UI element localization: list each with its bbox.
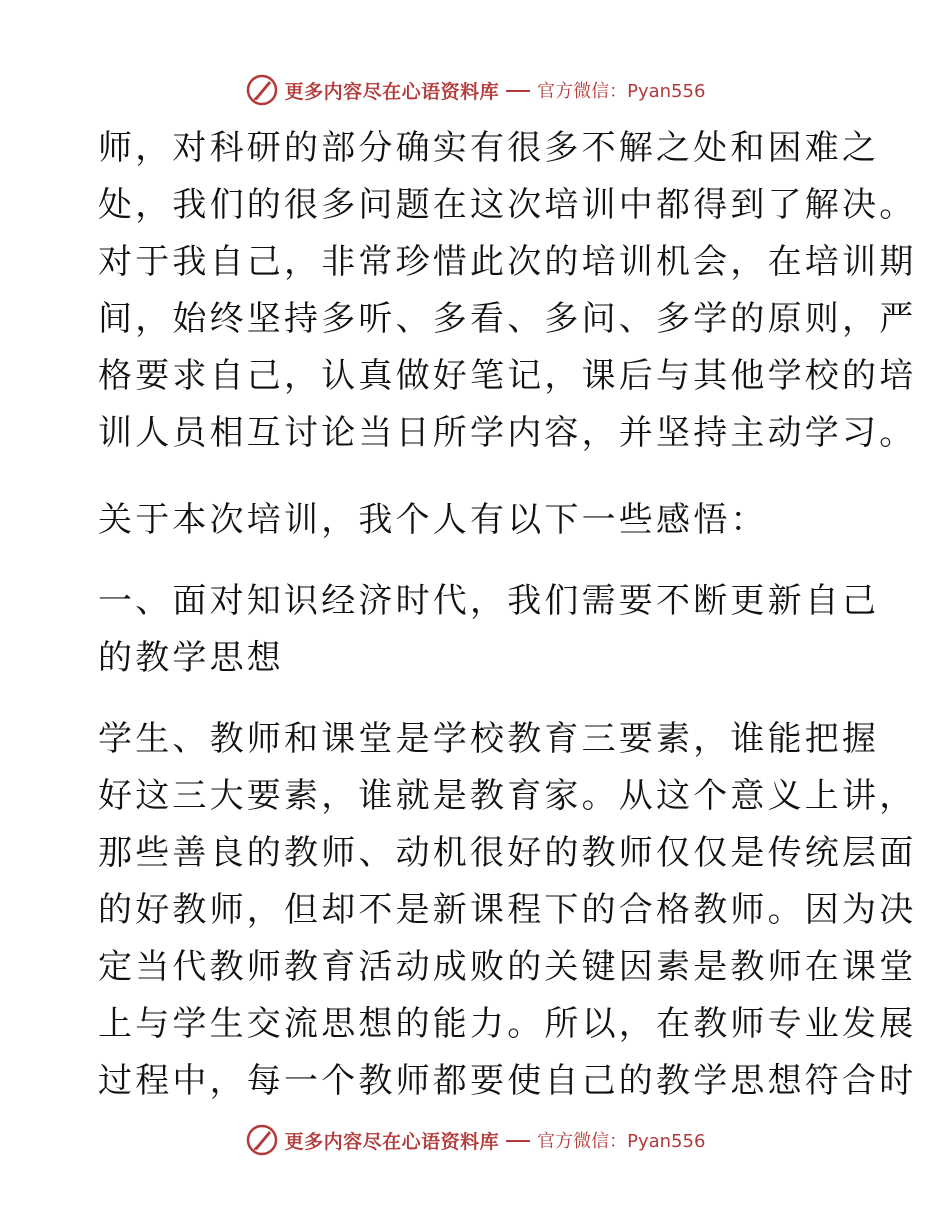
paragraph-1 <box>98 120 917 462</box>
paragraph-gap <box>98 549 858 573</box>
paragraph-gap <box>98 462 858 492</box>
banner-wechat: 官方微信：Pyan556 <box>537 81 706 102</box>
paragraph-2 <box>98 492 858 549</box>
document-body <box>98 120 917 1110</box>
text-line: 师，对科研的部分确实有很多不解之处和困难之 <box>98 128 880 168</box>
quill-logo-icon <box>245 73 279 107</box>
banner-dash <box>506 1140 530 1142</box>
section-heading <box>98 573 880 687</box>
text-line: 格要求自己，认真做好笔记，课后与其他学校的培 <box>98 356 917 396</box>
text-line: 的好教师，但却不是新课程下的合格教师。因为决 <box>98 890 917 930</box>
text-line: 关于本次培训，我个人有以下一些感悟： <box>98 500 768 540</box>
banner-text: 更多内容尽在心语资料库 <box>284 1130 500 1153</box>
banner-dash <box>506 90 530 92</box>
text-line: 定当代教师教育活动成败的关键因素是教师在课堂 <box>98 947 917 987</box>
text-line: 的教学思想 <box>98 638 284 678</box>
banner-text: 更多内容尽在心语资料库 <box>284 80 500 103</box>
text-line: 上与学生交流思想的能力。所以，在教师专业发展 <box>98 1004 917 1044</box>
paragraph-gap <box>98 687 858 711</box>
text-line: 过程中，每一个教师都要使自己的教学思想符合时 <box>98 1061 917 1101</box>
text-line: 一、面对知识经济时代，我们需要不断更新自己 <box>98 581 880 621</box>
text-line: 好这三大要素，谁就是教育家。从这个意义上讲， <box>98 776 917 816</box>
text-line: 对于我自己，非常珍惜此次的培训机会，在培训期 <box>98 242 917 282</box>
text-line: 学生、教师和课堂是学校教育三要素，谁能把握 <box>98 719 880 759</box>
footer-banner <box>0 1120 950 1160</box>
text-line: 训人员相互讨论当日所学内容，并坚持主动学习。 <box>98 413 917 453</box>
text-line: 处，我们的很多问题在这次培训中都得到了解决。 <box>98 185 917 225</box>
paragraph-3 <box>98 711 917 1110</box>
text-line: 那些善良的教师、动机很好的教师仅仅是传统层面 <box>98 833 917 873</box>
quill-logo-icon <box>245 1123 279 1157</box>
banner-wechat: 官方微信：Pyan556 <box>537 1131 706 1152</box>
text-line: 间，始终坚持多听、多看、多问、多学的原则，严 <box>98 299 917 339</box>
header-banner <box>0 70 950 110</box>
